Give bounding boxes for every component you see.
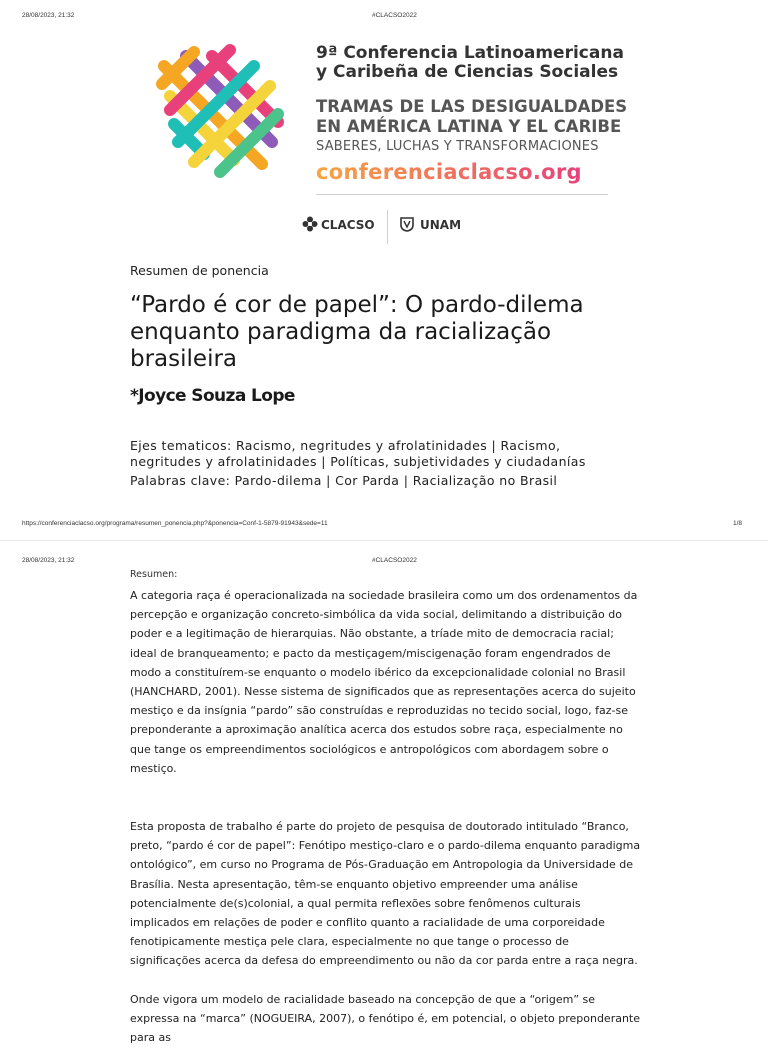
conference-theme-line1: TRAMAS DE LAS DESIGUALDADES (316, 97, 628, 116)
print-hashtag-page2: #CLACSO2022 (372, 557, 417, 564)
print-hashtag: #CLACSO2022 (372, 12, 417, 19)
unam-shield-icon (399, 216, 415, 232)
author-name: *Joyce Souza Lope (130, 386, 295, 406)
clacso-logo-icon (302, 216, 318, 232)
print-timestamp-page2: 28/08/2023, 21:32 (22, 557, 75, 564)
header-divider (316, 194, 608, 195)
thematic-axes: Ejes tematicos: Racismo, negritudes y afrolatinidades | Racismo, negritudes y afrolatinidades | Políticas, subjetividades y ciudadanías (130, 438, 586, 469)
conference-theme-line2: EN AMÉRICA LATINA Y EL CARIBE (316, 117, 622, 136)
conference-subtitle: SABERES, LUCHAS Y TRANSFORMACIONES (316, 139, 599, 154)
clacso-logo-text: CLACSO (321, 218, 375, 232)
abstract-paragraph-2: Esta proposta de trabalho é parte do projeto de pesquisa de doutorado intitulado “Branco, preto, “pardo é cor de papel”: Fenótipo mestiço-claro e o pardo-dilema enquanto paradigma ontológico”, em curso no Programa de Pós-Graduação em Antropologia da Universidade de Brasília. Nesta apresentação, têm-se enquanto objetivo empreender uma análise potencialmente de(s)colonial, a qual permita reflexões sobre fenômenos culturais implicados em relações de poder e conflito quanto a racialidade de uma corporeidade fenotipicamente mestiça pele clara, especialmente no que tange o processo de significações acerca da defesa do empreendimento ou não da cor parda entre a raça negra. (130, 820, 641, 968)
keywords: Palabras clave: Pardo-dilema | Cor Parda | Racialização no Brasil (130, 473, 558, 488)
conference-title-line1: 9ª Conferencia Latinoamericana (316, 43, 624, 63)
conference-title-line2: y Caribeña de Ciencias Sociales (316, 62, 619, 82)
abstract-paragraph-1: A categoria raça é operacionalizada na sociedade brasileira como um dos ordenamentos da percepção e organização concreto-simbólica da vida social, delimitando a distribuição do poder e a legitimação de hierarquias. Não obstante, a tríade mito de democracia racial; ideal de branqueamento; e pacto da mestiçagem/miscigenação foram engendrados de modo a constituírem-se enquanto o modelo ibérico da excepcionalidade colonial no Brasil (HANCHARD, 2001). Nesse sistema de significados que as representações acerca do sujeito mestiço e da insígnia “pardo” são construídas e reproduzidas no tecido social, logo, faz-se preponderante a aproximação analítica acerca dos estudos sobre raça, especialmente no que tange os empreendimentos sociológicos e antropológicos com abordagem sobre o mestiço. (130, 589, 638, 775)
paper-title: “Pardo é cor de papel”: O pardo-dilema enquanto paradigma da racialização brasileira (130, 292, 584, 372)
abstract-label: Resumen: (130, 569, 178, 580)
logo-divider (387, 210, 388, 244)
print-timestamp: 28/08/2023, 21:32 (22, 12, 75, 19)
conference-title (316, 44, 624, 82)
unam-logo-text: UNAM (420, 218, 462, 232)
page-number: 1/8 (733, 520, 743, 527)
page-separator (0, 540, 768, 541)
conference-url[interactable]: conferenciaclacso.org (316, 160, 582, 184)
abstract-paragraph-3: Onde vigora um modelo de racialidade baseado na concepção de que a “origem” se expressa na “marca” (NOGUEIRA, 2007), o fenótipo é, em potencial, o objeto preponderante para as (130, 993, 641, 1045)
footer-url: https://conferenciaclacso.org/programa/resumen_ponencia.php?&ponencia=Conf-1-5879-91943&sede=11 (22, 520, 328, 527)
document-type-label: Resumen de ponencia (130, 263, 269, 278)
conference-theme (316, 97, 627, 137)
conference-logo-mark (150, 44, 290, 184)
